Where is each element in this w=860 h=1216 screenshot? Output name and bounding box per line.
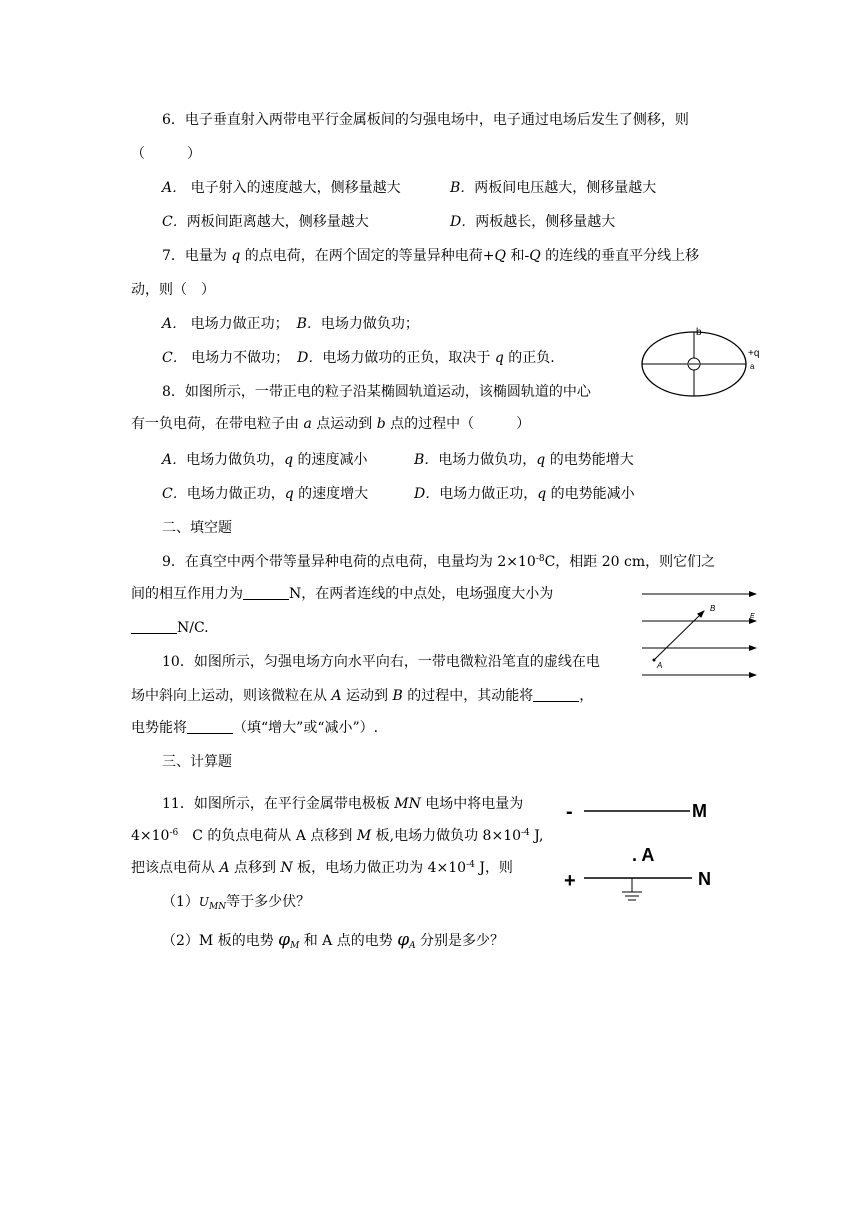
q7-options-ab: A． 电场力做正功； B．电场力做负功；	[162, 316, 419, 332]
q9-stem: 9．在真空中两个带等量异种电荷的点电荷，电量均为 $2\times 10^{-8}C$，相距 20 cm，则它们之	[162, 554, 716, 570]
fig-label-M: M	[692, 801, 707, 821]
q10-blank-kinetic	[533, 687, 579, 702]
fig-label-plus: +	[564, 870, 576, 892]
section-heading-calculation: 三、计算题	[162, 754, 232, 770]
q8-stem-line2: 有一负电荷，在带电粒子由 a 点运动到 b 点的过程中（ ）	[131, 416, 531, 432]
q8-stem: 8．如图所示，一带正电的粒子沿某椭圆轨道运动，该椭圆轨道的中心	[162, 384, 591, 400]
q6-stem: 6．电子垂直射入两带电平行金属板间的匀强电场中，电子通过电场后发生了侧移，则	[162, 112, 689, 128]
q8-option-c: C．电场力做正功，q 的速度增大	[162, 486, 369, 502]
uniform-field-figure	[640, 584, 760, 684]
ellipse-orbit-figure	[640, 322, 770, 402]
q6-option-a: A． 电子射入的速度越大，侧移量越大	[162, 180, 401, 196]
q7-stem: 7．电量为 q 的点电荷，在两个固定的等量异种电荷+Q 和-Q 的连线的垂直平分线上移	[162, 248, 700, 264]
fig-label-B: B	[710, 604, 716, 613]
q8-option-a: A．电场力做负功，q 的速度减小	[162, 452, 368, 468]
q10-blank-potential	[187, 719, 233, 734]
fig-label-q: +q	[748, 348, 760, 359]
q6-option-d: D．两板越长，侧移量越大	[450, 214, 616, 230]
q11-subquestion-2: （2）M 板的电势 $\varphi_M$ 和 A 点的电势 $\varphi_A$ 分别是多少？	[162, 930, 505, 951]
capacitor-plates-figure	[560, 792, 730, 907]
fig-label-minus: -	[566, 801, 573, 823]
q10-stem-line3: 电势能将 （填“增大”或“减小”）.	[131, 720, 379, 736]
q9-stem-line2: 间的相互作用力为 N，在两者连线的中点处，电场强度大小为	[131, 586, 554, 602]
q6-paren: （ ）	[131, 146, 201, 162]
q8-option-b: B．电场力做负功，q 的电势能增大	[414, 452, 634, 468]
fig-label-E: E	[750, 613, 755, 620]
q8-option-d: D．电场力做正功，q 的电势能减小	[414, 486, 635, 502]
fig-label-A: . A	[632, 845, 655, 865]
fig-label-N: N	[698, 869, 711, 889]
q11-stem-line2: $4\times 10^{-6}$ C 的负点电荷从 A 点移到 M 板,电场力做负功 $8\times 10^{-4}$ J,	[131, 828, 544, 844]
q9-blank-field	[131, 619, 177, 634]
section-heading-fill-in: 二、填空题	[162, 520, 232, 536]
q11-stem-line3: 把该点电荷从 A 点移到 N 板，电场力做正功为 $4\times 10^{-4}$ J，则	[131, 860, 513, 876]
q9-blank-force	[243, 585, 289, 600]
q6-option-c: C．两板间距离越大，侧移量越大	[162, 214, 369, 230]
fig-label-b: b	[696, 327, 702, 338]
q9-stem-line3: N/C.	[131, 618, 209, 638]
q6-option-b: B．两板间电压越大，侧移量越大	[450, 180, 657, 196]
q11-stem: 11．如图所示，在平行金属带电极板 MN 电场中将电量为	[162, 796, 524, 812]
fig-label-a: a	[750, 362, 755, 371]
q10-stem-line2: 场中斜向上运动，则该微粒在从 A 运动到 B 的过程中，其动能将 ，	[131, 688, 594, 704]
q11-subquestion-1: $(1)U_{MN}$等于多少伏？	[162, 894, 311, 912]
q7-stem-line2: 动，则（ ）	[131, 282, 215, 298]
q10-stem: 10．如图所示，匀强电场方向水平向右，一带电微粒沿笔直的虚线在电	[162, 654, 600, 670]
q7-options-cd: C． 电场力不做功； D．电场力做功的正负，取决于 q 的正负.	[162, 350, 555, 366]
fig-label-A: A	[657, 661, 663, 670]
